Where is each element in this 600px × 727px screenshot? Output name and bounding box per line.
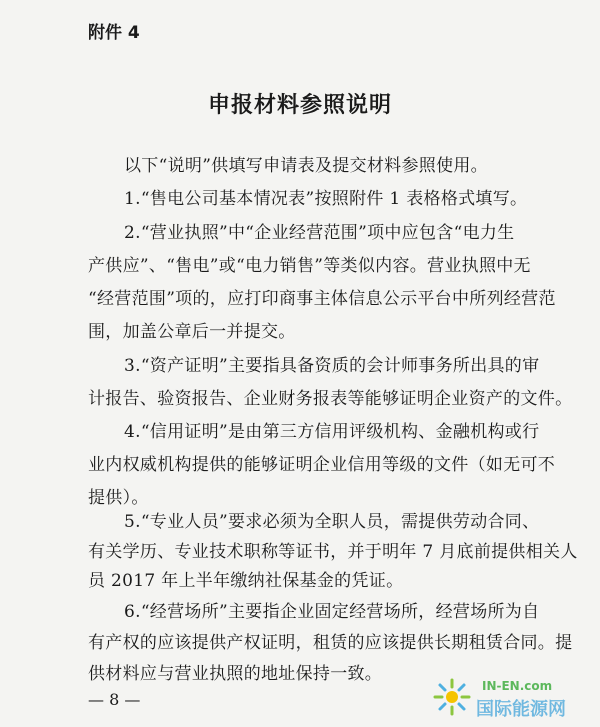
document-title: 申报材料参照说明 <box>207 93 392 118</box>
watermark-domain: IN-EN.com <box>482 679 553 693</box>
body-line: 6.“经营场所”主要指企业固定经营场所，经营场所为自 <box>124 602 540 622</box>
body-line: 围，加盖公章后一并提交。 <box>88 322 296 342</box>
attachment-label: 附件 4 <box>88 23 140 43</box>
body-line: 有关学历、专业技术职称等证书，并于明年 7 月底前提供相关人 <box>88 542 578 562</box>
body-line: 业内权威机构提供的能够证明企业信用等级的文件（如无可不 <box>88 455 556 475</box>
watermark-name: 国际能源网 <box>476 699 566 720</box>
body-line: 5.“专业人员”要求必须为全职人员，需提供劳动合同、 <box>124 512 540 532</box>
logo-icon <box>432 677 472 717</box>
body-line: 产供应”、“售电”或“电力销售”等类似内容。营业执照中无 <box>88 256 531 276</box>
body-line: 4.“信用证明”是由第三方信用评级机构、金融机构或行 <box>124 422 540 442</box>
body-line: 以下“说明”供填写申请表及提交材料参照使用。 <box>124 156 488 176</box>
body-line: “经营范围”项的，应打印商事主体信息公示平台中所列经营范 <box>88 289 556 309</box>
body-line: 计报告、验资报告、企业财务报表等能够证明企业资产的文件。 <box>88 389 573 409</box>
body-line: 3.“资产证明”主要指具备资质的会计师事务所出具的审 <box>124 356 540 376</box>
body-line: 1.“售电公司基本情况表”按照附件 1 表格格式填写。 <box>124 189 528 209</box>
body-line: 提供）。 <box>88 488 149 508</box>
body-line: 员 2017 年上半年缴纳社保基金的凭证。 <box>88 571 404 591</box>
page-number: — 8 — <box>88 690 141 709</box>
site-watermark <box>432 677 582 721</box>
body-line: 2.“营业执照”中“企业经营范围”项中应包含“电力生 <box>124 223 515 243</box>
body-line: 供材料应与营业执照的地址保持一致。 <box>88 664 383 684</box>
body-line: 有产权的应该提供产权证明，租赁的应该提供长期租赁合同。提 <box>88 633 573 653</box>
